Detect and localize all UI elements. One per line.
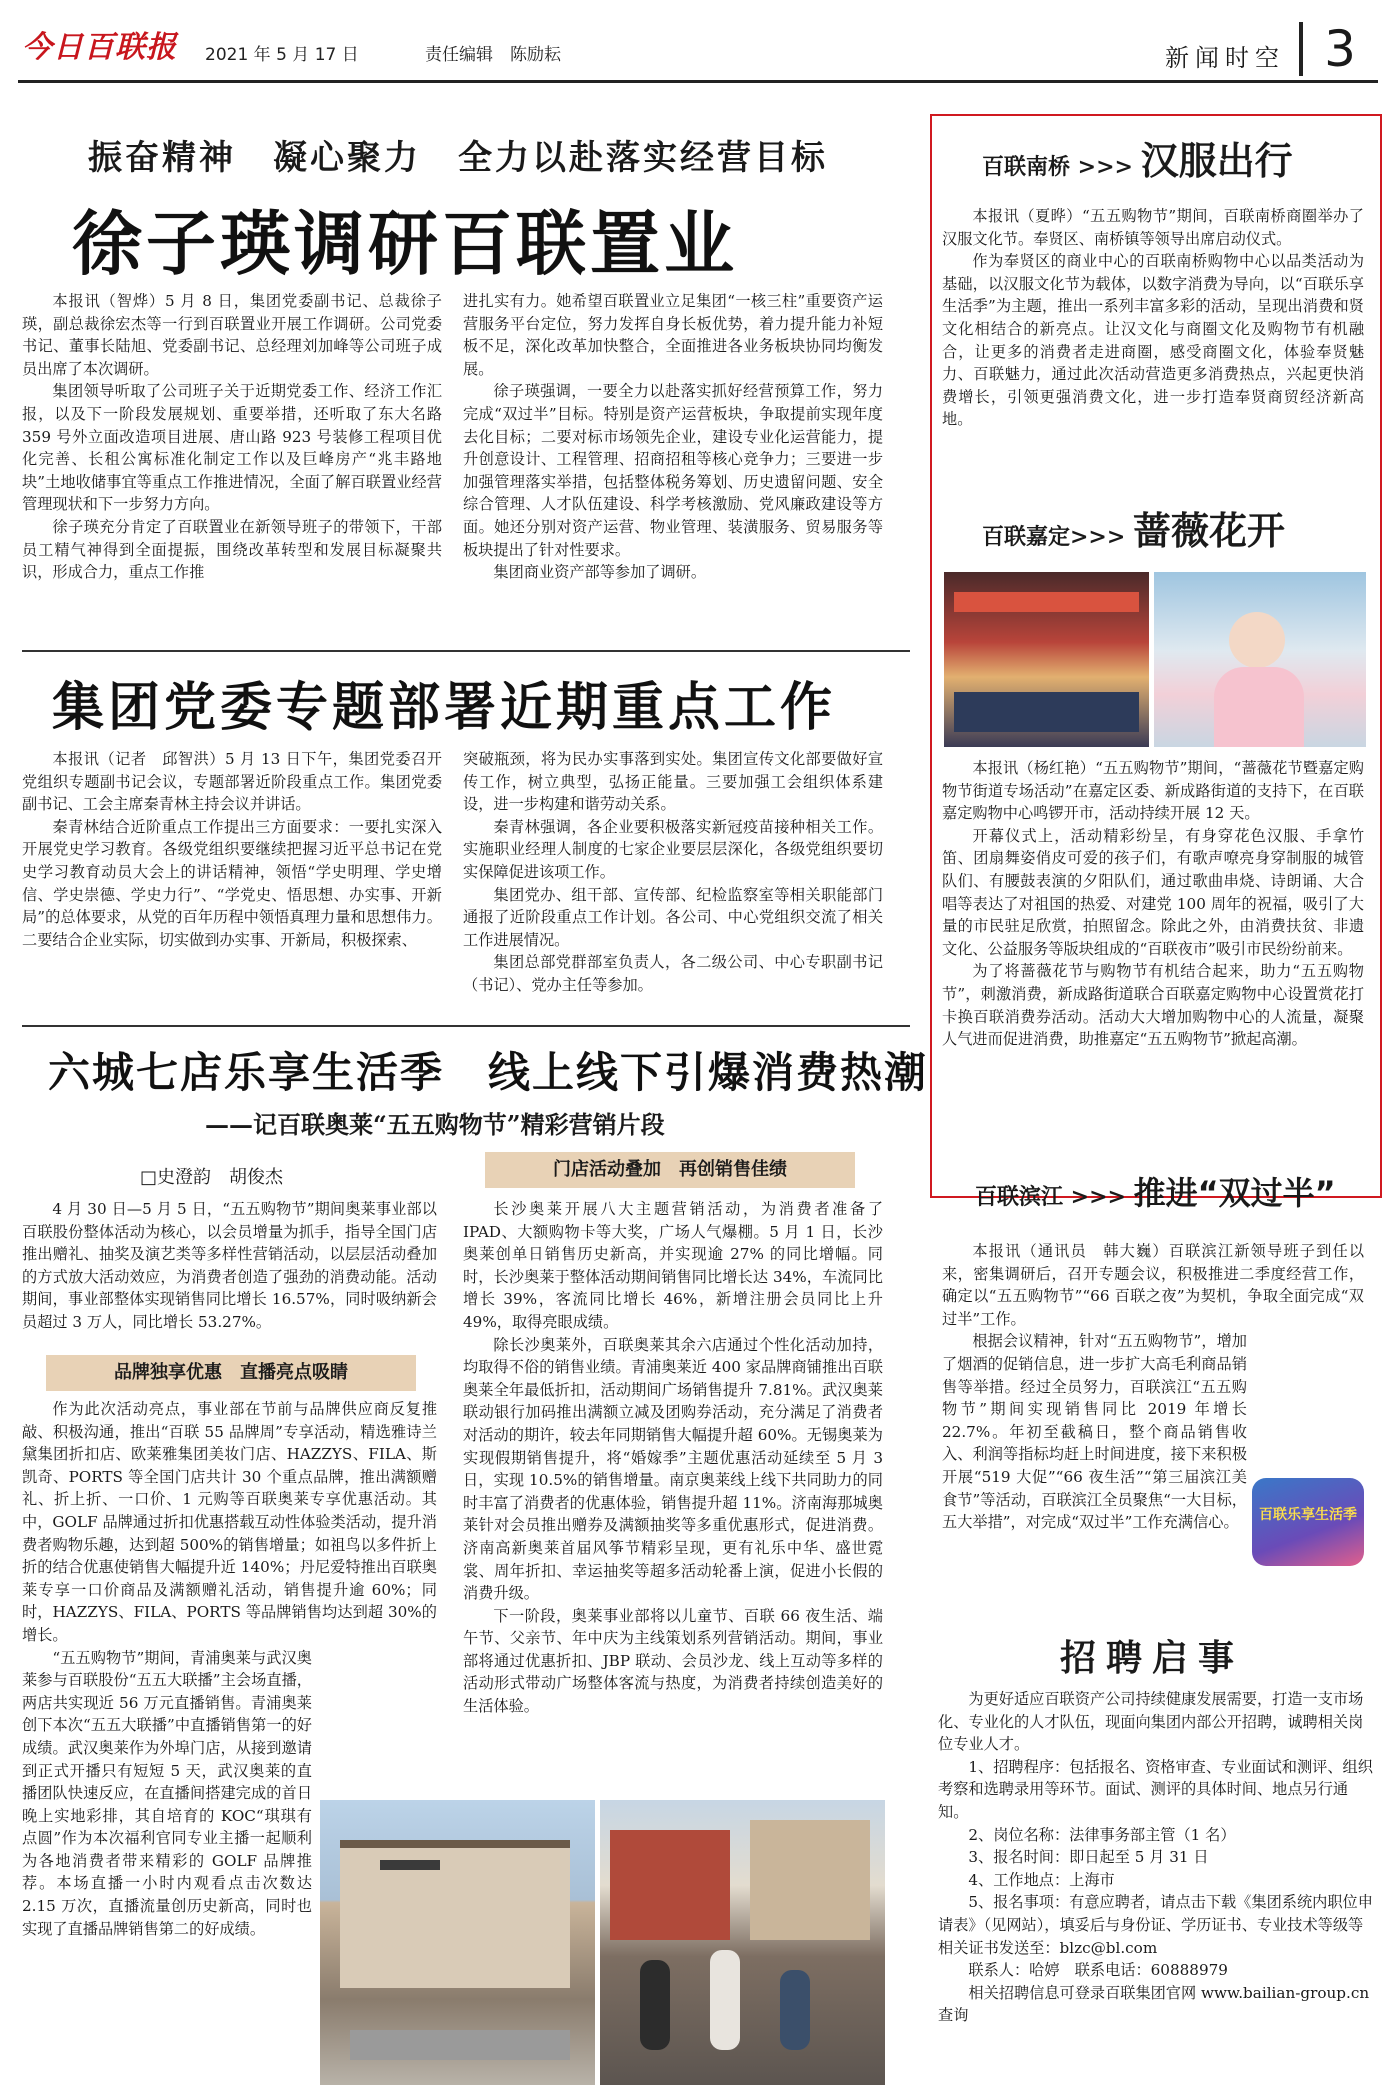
article2-col1 [22, 748, 442, 951]
recruit-item: 2、岗位名称：法律事务部主管（1 名） [968, 1825, 1236, 1844]
paper-logo: 今日百联报 [22, 30, 177, 65]
paragraph: 除长沙奥莱外，百联奥莱其余六店通过个性化活动加持，均取得不俗的销售业绩。青浦奥莱近 400 家品牌商铺推出百联奥莱全年最低折扣，活动期间广场销售提升 7.81%。武汉奥莱联动银行加码推出满额立减及团购券活动，充分满足了消费者对活动的期许，较去年同期销售大幅提升超 60%。无锡奥莱为实现假期销售提升，将“婚嫁季”主题优惠活动延续至 5 月 3 日，实现 10.5%的销售增量。南京奥莱线上线下共同助力的同时丰富了消费者的优惠体验，销售提升超 11%。济南海那城奥莱针对会员推出赠券及满额抽奖等多重优惠形式，促进消费。济南高新奥莱首届风筝节精彩呈现，更有礼乐中华、盛世霓裳、周年折扣、幸运抽奖等超多活动轮番上演，促进小长假的消费升级。 [463, 1335, 883, 1603]
section-name: 新闻时空 [1165, 44, 1285, 72]
editor-credit: 责任编辑 陈励耘 [425, 45, 561, 65]
outlet-crowd-photo [600, 1800, 885, 2085]
paragraph: 4 月 30 日—5 月 5 日，“五五购物节”期间奥莱事业部以百联股份整体活动为核心，以会员增量为抓手，指导全国门店推出赠礼、抽奖及演艺类等多样性营销活动，以层层活动叠加的方式放大活动效应，为消费者创造了强劲的消费动能。活动期间，事业部整体实现销售同比增长 16.57%，同时吸纳新会员超过 3 万人，同比增长 53.27%。 [22, 1200, 437, 1331]
paragraph: 本报讯（记者 邱智洪）5 月 13 日下午，集团党委召开党组织专题副书记会议，专题部署近阶段重点工作。集团党委副书记、工会主席秦青林主持会议并讲话。 [22, 750, 442, 814]
paragraph: 作为奉贤区的商业中心的百联南桥购物中心以品类活动为基础，以汉服文化节为载体，以数字消费为导向，以“百联乐享生活季”为主题，推出一系列丰富多彩的活动，呈现出消费和贤文化相结合的新亮点。让汉文化与商圈文化及购物节有机融合，让更多的消费者走进商圈，感受商圈文化，体验奉贤魅力、百联魅力，通过此次活动营造更多消费热点，兴起更快消费增长，引领更强消费文化，进一步打造奉贤商贸经济新高地。 [942, 252, 1364, 429]
article1-col1 [22, 290, 442, 584]
paragraph: 秦青林结合近阶重点工作提出三方面要求：一要扎实深入开展党史学习教育。各级党组织要继续把握习近平总书记在党史学习教育动员大会上的讲话精神，领悟“学史明理、学史增信、学史崇德、学史力行”、“学党史、悟思想、办实事、开新局”的总体要求，从党的百年历程中领悟真理力量和思想伟力。二要结合企业实际，切实做到办实事、开新局，积极探索、 [22, 817, 442, 949]
promo-badge-text: 百联乐享生活季 [1259, 1507, 1357, 1523]
paragraph: 长沙奥莱开展八大主题营销活动，为消费者准备了 IPAD、大额购物卡等大奖，广场人气爆棚。5 月 1 日，长沙奥莱创单日销售历史新高，并实现逾 27% 的同比增幅。同时，长沙奥莱于整体活动期间销售同比增长达 34%，车流同比增长 39%，客流同比增长 46%，新增注册会员同比上升 49%，取得亮眼成绩。 [463, 1200, 883, 1331]
masthead [0, 0, 1397, 78]
article3-col2 [463, 1198, 883, 1718]
paragraph: 本报讯（夏晔）“五五购物节”期间，百联南桥商圈举办了汉服文化节。奉贤区、南桥镇等领导出席启动仪式。 [942, 207, 1364, 248]
paragraph: 集团领导听取了公司班子关于近期党委工作、经济工作汇报，以及下一阶段发展规划、重要举措，还听取了东大名路 359 号外立面改造项目进展、唐山路 923 号装修工程项目优化完善、长租公寓标准化制定工作以及巨峰房产“兆丰路地块”土地收储事宜等重点工作推进情况，全面了解百联置业经营管理现状和下一步努力方向。 [22, 382, 442, 514]
paragraph: 开幕仪式上，活动精彩纷呈，有身穿花色汉服、手拿竹笛、团扇舞姿俏皮可爱的孩子们，有歌声嘹亮身穿制服的城管队们、有腰鼓表演的夕阳队们，通过歌曲串烧、诗朗诵、大合唱等表达了对祖国的热爱、对建党 100 周年的祝福，吸引了大量的市民驻足欣赏，拍照留念。除此之外，由消费扶贫、非遗文化、公益服务等版块组成的“百联夜市”吸引市民纷纷前来。 [942, 826, 1364, 958]
paragraph: 突破瓶颈，将为民办实事落到实处。集团宣传文化部要做好宣传工作，树立典型，弘扬正能量。三要加强工会组织体系建设，进一步构建和谐劳动关系。 [463, 750, 883, 814]
article3-headline: 六城七店乐享生活季 线上线下引爆消费热潮 [48, 1048, 929, 1097]
nanqiao-title: 汉服出行 [1140, 139, 1293, 183]
article3-subbox-store: 门店活动叠加 再创销售佳绩 [485, 1152, 855, 1188]
divider [22, 1025, 910, 1027]
promo-badge [1252, 1478, 1364, 1566]
paragraph: 集团商业资产部等参加了调研。 [493, 563, 707, 582]
paragraph: 进扎实有力。她希望百联置业立足集团“一核三柱”重要资产运营服务平台定位，努力发挥自身长板优势，着力提升能力补短板不足，深化改革加快整合，全面推进各业务板块协同均衡发展。 [463, 292, 883, 378]
paragraph: 作为此次活动亮点，事业部在节前与品牌供应商反复推敲、积极沟通，推出“百联 55 品牌周”专享活动，精选雅诗兰黛集团折扣店、欧莱雅集团美妆门店、HAZZYS、FILA、斯凯奇、PORTS 等全国门店共计 30 个重点品牌，推出满额赠礼、折上折、一口价、1 元购等百联奥莱专享优惠活动。其中，GOLF 品牌通过折扣优惠搭载互动性体验类活动，提升消费者购物乐趣，达到超 500%的销售增量；如祖鸟以多件折上折的结合优惠使销售大幅提升近 140%；丹尼爱特推出百联奥莱专享一口价商品及满额赠礼活动，销售提升逾 60%；同时，HAZZYS、FILA、PORTS 等品牌销售均达到超 30%的增长。 [22, 1400, 437, 1644]
paragraph: 本报讯（智烨）5 月 8 日，集团党委副书记、总裁徐子瑛，副总裁徐宏杰等一行到百联置业开展工作调研。公司党委书记、董事长陆旭、党委副书记、总经理刘加峰等公司班子成员出席了本次调研。 [22, 292, 442, 378]
issue-date: 2021 年 5 月 17 日 [205, 45, 359, 65]
recruit-intro: 为更好适应百联资产公司持续健康发展需要，打造一支市场化、专业化的人才队伍，现面向集团内部公开招聘，诚聘相关岗位专业人才。 [938, 1690, 1364, 1754]
nanqiao-body [942, 205, 1364, 431]
recruit-title: 招聘启事 [1060, 1638, 1245, 1679]
article1-kicker: 振奋精神 凝心聚力 全力以赴落实经营目标 [88, 138, 828, 178]
paragraph: 下一阶段，奥莱事业部将以儿童节、百联 66 夜生活、端午节、父亲节、年中庆为主线策划系列营销活动。期间，事业部将通过优惠折扣、JBP 联动、会员沙龙、线上互动等多样的活动形式带动广场整体客流与热度，为消费者持续创造美好的生活体验。 [463, 1606, 883, 1716]
paragraph: 集团总部党群部室负责人，各二级公司、中心专职副书记（书记）、党办主任等参加。 [463, 953, 883, 994]
recruit-item: 3、报名时间：即日起至 5 月 31 日 [968, 1848, 1209, 1867]
nanqiao-prefix: 百联南桥 >>> [982, 154, 1133, 180]
divider [22, 650, 910, 652]
article3-col1a [22, 1198, 437, 1334]
binjiang-prefix: 百联滨江 >>> [975, 1184, 1126, 1210]
jiading-title: 蔷薇花开 [1132, 509, 1285, 553]
article3-subbox-brand: 品牌独享优惠 直播亮点吸睛 [46, 1355, 416, 1391]
paragraph: 为了将蔷薇花节与购物节有机结合起来，助力“五五购物节”，刺激消费，新成路街道联合百联嘉定购物中心设置赏花打卡换百联消费券活动。活动大大增加购物中心的人流量，凝聚人气进而促进消费，助推嘉定“五五购物节”掀起高潮。 [942, 962, 1364, 1049]
night-market-photo [944, 572, 1149, 747]
recruit-item: 4、工作地点：上海市 [968, 1870, 1115, 1889]
paragraph: 本报讯（通讯员 韩大巍）百联滨江新领导班子到任以来，密集调研后，召开专题会议，积极推进二季度经营工作，确定以“五五购物节”“66 百联之夜”为契机，争取全面完成“双过半”工作。 [942, 1242, 1364, 1328]
jiading-body [942, 757, 1364, 1051]
recruit-item: 相关招聘信息可登录百联集团官网 www.bailian-group.cn 查询 [938, 1983, 1370, 2025]
hanfu-performance-photo [1154, 572, 1366, 747]
article1-headline: 徐子瑛调研百联置业 [72, 203, 738, 285]
recruit-item: 1、招聘程序：包括报名、资格审查、专业面试和测评、组织考察和选聘录用等环节。面试、测评的具体时间、地点另行通知。 [938, 1757, 1373, 1821]
recruit-item: 联系人：哈婷 联系电话：60888979 [968, 1961, 1228, 1980]
recruit-body [938, 1688, 1378, 2027]
paragraph: 集团党办、组干部、宣传部、纪检监察室等相关职能部门通报了近阶段重点工作计划。各公司、中心党组织交流了相关工作进展情况。 [463, 885, 883, 949]
binjiang-title: 推进“双过半” [1133, 1174, 1336, 1212]
jiading-heading [982, 500, 1285, 555]
masthead-rule [18, 80, 1378, 83]
article3-byline: □史澄韵 胡俊杰 [140, 1167, 284, 1188]
paragraph: 秦青林强调，各企业要积极落实新冠疫苗接种相关工作。实施职业经理人制度的七家企业要层层深化，各级党组织要切实保障促进该项工作。 [463, 817, 883, 881]
binjiang-heading [975, 1168, 1336, 1214]
page-number: 3 [1299, 22, 1377, 76]
outlet-street-photo [320, 1800, 595, 2085]
recruit-item: 5、报名事项：有意应聘者，请点击下载《集团系统内职位申请表》（见网站），填妥后与身份证、学历证书、专业技术等级等相关证书发送至：blzc@bl.com [938, 1893, 1373, 1957]
article3-subhead: ——记百联奥莱“五五购物节”精彩营销片段 [205, 1110, 665, 1139]
jiading-prefix: 百联嘉定>>> [982, 524, 1126, 550]
nanqiao-heading [982, 130, 1293, 185]
article2-col2 [463, 748, 883, 997]
article1-col2 [463, 290, 883, 584]
paragraph: 徐子瑛充分肯定了百联置业在新领导班子的带领下，干部员工精气神得到全面提振，围绕改革转型和发展目标凝聚共识，形成合力，重点工作推 [22, 517, 442, 582]
paragraph: “五五购物节”期间，青浦奥莱与武汉奥莱参与百联股份“五五大联播”主会场直播，两店共实现近 56 万元直播销售。青浦奥莱创下本次“五五大联播”中直播销售第一的好成绩。武汉奥莱作为外埠门店，从接到邀请到正式开播只有短短 5 天，武汉奥莱的直播团队快速反应，在直播间搭建完成的首日晚上实地彩排，其自培育的 KOC“琪琪有点圆”作为本次福利官同专业主播一起顺利为各地消费者带来精彩的 GOLF 品牌推荐。本场直播一小时内观看点击次数达 2.15 万次，直播流量创历史新高，同时也实现了直播品牌销售第二的好成绩。 [22, 1648, 312, 1938]
paragraph: 根据会议精神，针对“五五购物节”，增加了烟酒的促销信息，进一步扩大高毛利商品销售等举措。经过全员努力，百联滨江“五五购物节”期间实现销售同比 2019 年增长 22.7%。年初至截稿日，整个商品销售收入、利润等指标均赶上时间进度，接下来积极开展“519 大促”“66 夜生活”“第三届滨江美食节”等活动，百联滨江全员聚焦“一大目标，五大举措”，对完成“双过半”工作充满信心。 [942, 1332, 1247, 1532]
paragraph: 本报讯（杨红艳）“五五购物节”期间，“蔷薇花节暨嘉定购物节街道专场活动”在嘉定区委、新成路街道的支持下，在百联嘉定购物中心鸣锣开市，活动持续开展 12 天。 [942, 759, 1364, 823]
paragraph: 徐子瑛强调，一要全力以赴落实抓好经营预算工作，努力完成“双过半”目标。特别是资产运营板块，争取提前实现年度去化目标；二要对标市场领先企业，建设专业化运营能力，提升创意设计、工程管理、招商招租等核心竞争力；三要进一步加强管理落实举措，包括整体税务筹划、历史遗留问题、安全综合管理、人才队伍建设、科学考核激励、党风廉政建设等方面。她还分别对资产运营、物业管理、装潢服务、贸易服务等板块提出了针对性要求。 [463, 382, 883, 559]
article2-headline: 集团党委专题部署近期重点工作 [52, 678, 837, 738]
